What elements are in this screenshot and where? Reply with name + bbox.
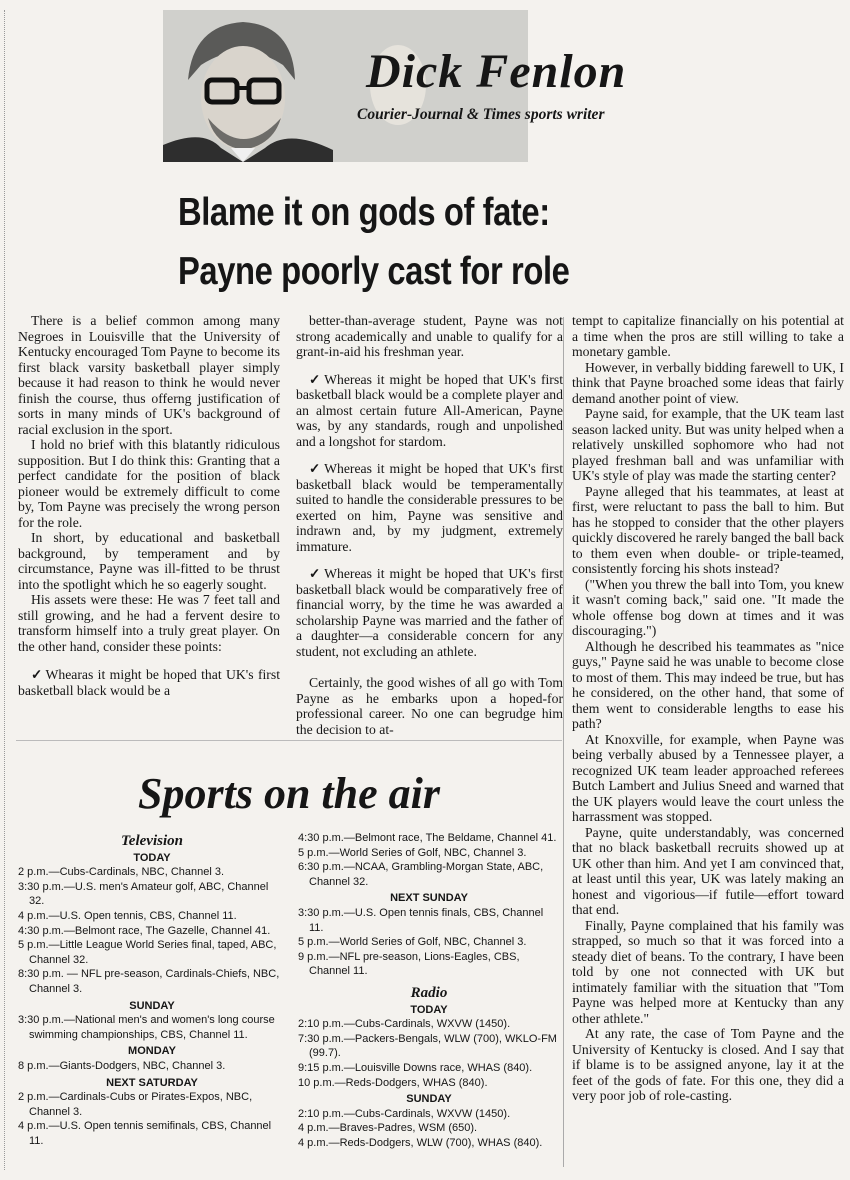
- paragraph: tempt to capitalize financially on his potential at a time when the pros are still willing to take a monetary gamble.: [572, 313, 844, 359]
- television-heading: Television: [121, 833, 183, 849]
- column-divider: [563, 317, 564, 1167]
- check-mark-icon: ✓: [309, 371, 323, 387]
- television-listings-left: [18, 832, 286, 1148]
- headline-line-2: Payne poorly cast for role: [178, 250, 570, 293]
- columnist-name: Dick Fenlon: [366, 45, 627, 98]
- paragraph: At any rate, the case of Tom Payne and the University of Kentucky is closed. And I say that if blame is to be assigned anyone, lay it at the feet of the gods of fate. For this one, they did a very poor job of role-casting.: [572, 1026, 844, 1103]
- columnist-title: Courier-Journal & Times sports writer: [357, 106, 605, 123]
- paragraph: Payne, quite understandably, was concerned that no black basketball recruits showed up at UK other than him. And yet I am convinced that, at least until this year, UK was lately making an honest and vigorious—if futile—effort toward that end.: [572, 824, 844, 917]
- paragraph: I hold no brief with this blatantly ridiculous supposition. But I do think this: Granting that a perfect candidate for the position of black pioneer would be extremely difficult to come by, Tom Payne was precisely the wrong person for the role.: [18, 437, 280, 530]
- page-edge-rule: [4, 10, 6, 1170]
- paragraph: Whereas it might be hoped that UK's first basketball black would be temperamentally suited to handle the considerable pressures to be exerted on him, Payne was sensitive and indrawn and, by my judgment, extremely immature.: [296, 461, 563, 554]
- listing-item: 4 p.m.—Reds-Dodgers, WLW (700), WHAS (840).: [298, 1136, 543, 1149]
- listing-day-heading: NEXT SATURDAY: [106, 1076, 198, 1089]
- check-mark-icon: ✓: [31, 667, 44, 682]
- paragraph: better-than-average student, Payne was not strong academically and unable to qualify for a grant-in-aid his freshman year.: [296, 313, 563, 359]
- listing-day-heading: TODAY: [410, 1003, 448, 1016]
- listing-item: 8:30 p.m. — NFL pre-season, Cardinals-Chiefs, NBC, Channel 3.: [18, 968, 280, 995]
- listing-item: 4 p.m.—U.S. Open tennis semifinals, CBS, Channel 11.: [18, 1120, 272, 1147]
- headline-line-1: Blame it on gods of fate:: [178, 191, 550, 234]
- paragraph: At Knoxville, for example, when Payne was being verbally abused by a Tennessee player, a recognized UK team leader approached referees Butch Lambert and Julius Sneed and warned that the UK players would leave the court unless the harrassment was stopped.: [572, 731, 844, 824]
- article-column-3: [572, 313, 844, 1104]
- listing-item: 8 p.m.—Giants-Dodgers, NBC, Channel 3.: [18, 1059, 226, 1072]
- article-column-1: [18, 313, 280, 698]
- listing-item: 4 p.m.—Braves-Padres, WSM (650).: [298, 1122, 478, 1135]
- paragraph: In short, by educational and basketball background, by temperament and by circumstance, Payne was ill-fitted to be thrust into the spotlight which he so eagerly sought.: [18, 530, 280, 592]
- listing-item: 2:10 p.m.—Cubs-Cardinals, WXVW (1450).: [298, 1018, 511, 1031]
- listing-item: 2:10 p.m.—Cubs-Cardinals, WXVW (1450).: [298, 1107, 511, 1120]
- listing-item: 10 p.m.—Reds-Dodgers, WHAS (840).: [298, 1076, 488, 1089]
- listing-day-heading: SUNDAY: [129, 999, 175, 1012]
- paragraph: Whereas it might be hoped that UK's first basketball black would be a complete player and an almost certain future All-American, Payne was, by any standards, rough and unpolished and a longshot for stardom.: [296, 371, 563, 449]
- listing-item: 4 p.m.—U.S. Open tennis, CBS, Channel 11.: [18, 909, 237, 922]
- paragraph: However, in verbally bidding farewell to UK, I think that Payne broached some ideas that fairly demand another point of view.: [572, 359, 844, 406]
- section-divider: [16, 740, 562, 741]
- listing-item: 3:30 p.m.—U.S. Open tennis finals, CBS, Channel 11.: [298, 906, 544, 934]
- listing-day-heading: NEXT SUNDAY: [390, 892, 468, 905]
- paragraph: Payne said, for example, that the UK team last season lacked unity. But was unity helped when a relatively unskilled sophomore who had not played freshman ball and was unfamiliar with UK's style of play was made the starting center?: [572, 406, 844, 483]
- paragraph: Finally, Payne complained that his family was strapped, so much so that it was forced into a steady diet of beans. To the contrary, I have been told by one not connected with UK but intimately familiar with the situation that "Tom Payne was helped more at Kentucky than any other athlete.": [572, 917, 844, 1026]
- listing-item: 9:15 p.m.—Louisville Downs race, WHAS (840).: [298, 1061, 533, 1074]
- paragraph: Payne alleged that his teammates, at least at first, were reluctant to pass the ball to him. But has he stopped to consider that the other players quickly discovered he rarely banged the ball back to them even when double- or triple-teamed, consistently forcing his shots instead?: [572, 483, 844, 576]
- paragraph: ("When you threw the ball into Tom, you knew it wasn't coming back," said one. "It made the whole offense bog down at times and it was discouraging."): [572, 576, 844, 638]
- paragraph: Whereas it might be hoped that UK's first basketball black would be comparatively free of financial worry, by the time he was awarded a scholarship Payne was married and the father of a daughter—a considerable concern for any student, not excluding an athlete.: [296, 566, 563, 659]
- article-column-2: [296, 313, 563, 737]
- radio-heading: Radio: [410, 984, 448, 1001]
- sports-on-air-title: Sports on the air: [138, 769, 440, 818]
- listing-item: 4:30 p.m.—Belmont race, The Gazelle, Channel 41.: [18, 924, 271, 937]
- listing-item: 4:30 p.m.—Belmont race, The Beldame, Channel 41.: [298, 832, 557, 844]
- paragraph: His assets were these: He was 7 feet tall and still growing, and he had a fervent desire to transform himself into a truly great player. On the other hand, consider these points:: [18, 592, 280, 654]
- check-mark-icon: ✓: [309, 566, 323, 581]
- listing-item: 7:30 p.m.—Packers-Bengals, WLW (700), WKLO-FM (99.7).: [298, 1032, 557, 1060]
- listing-item: 3:30 p.m.—National men's and women's long course swimming championships, CBS, Channel 11.: [18, 1014, 275, 1041]
- listing-item: 9 p.m.—NFL pre-season, Lions-Eagles, CBS, Channel 11.: [298, 950, 520, 978]
- paragraph: Although he described his teammates as "nice guys," Payne said he was unable to become close to most of them. This may indeed be true, but has he considered, on the other hand, that some of them went to considerable lengths to ease his path?: [572, 638, 844, 731]
- listing-item: 5 p.m.—World Series of Golf, NBC, Channel 3.: [298, 936, 527, 949]
- listing-item: 2 p.m.—Cubs-Cardinals, NBC, Channel 3.: [18, 866, 225, 879]
- listing-day-heading: SUNDAY: [406, 1093, 452, 1106]
- listing-item: 5 p.m.—World Series of Golf, NBC, Channel 3.: [298, 846, 527, 859]
- listing-item: 3:30 p.m.—U.S. men's Amateur golf, ABC, Channel 32.: [18, 880, 269, 908]
- check-mark-icon: ✓: [309, 461, 323, 476]
- television-listings-right: [298, 831, 560, 1150]
- listing-item: 5 p.m.—Little League World Series final, taped, ABC, Channel 32.: [18, 939, 277, 966]
- listing-day-heading: TODAY: [133, 851, 171, 864]
- listing-item: 2 p.m.—Cardinals-Cubs or Pirates-Expos, NBC, Channel 3.: [18, 1091, 253, 1118]
- paragraph: Certainly, the good wishes of all go with Tom Payne as he embarks upon a hoped-for professional career. No one can begrudge him the decision to at-: [296, 675, 563, 737]
- paragraph: There is a belief common among many Negroes in Louisville that the University of Kentucky encouraged Tom Payne to become its first black varsity basketball player simply because it had reason to think he would never finish the course, thus offerng justification of sorts in many minds of UK's background of racial exclusion in the sport.: [18, 313, 280, 437]
- listing-day-heading: MONDAY: [128, 1045, 176, 1058]
- listing-item: 6:30 p.m.—NCAA, Grambling-Morgan State, ABC, Channel 32.: [298, 861, 544, 888]
- paragraph: Whearas it might be hoped that UK's first basketball black would be a: [18, 667, 280, 698]
